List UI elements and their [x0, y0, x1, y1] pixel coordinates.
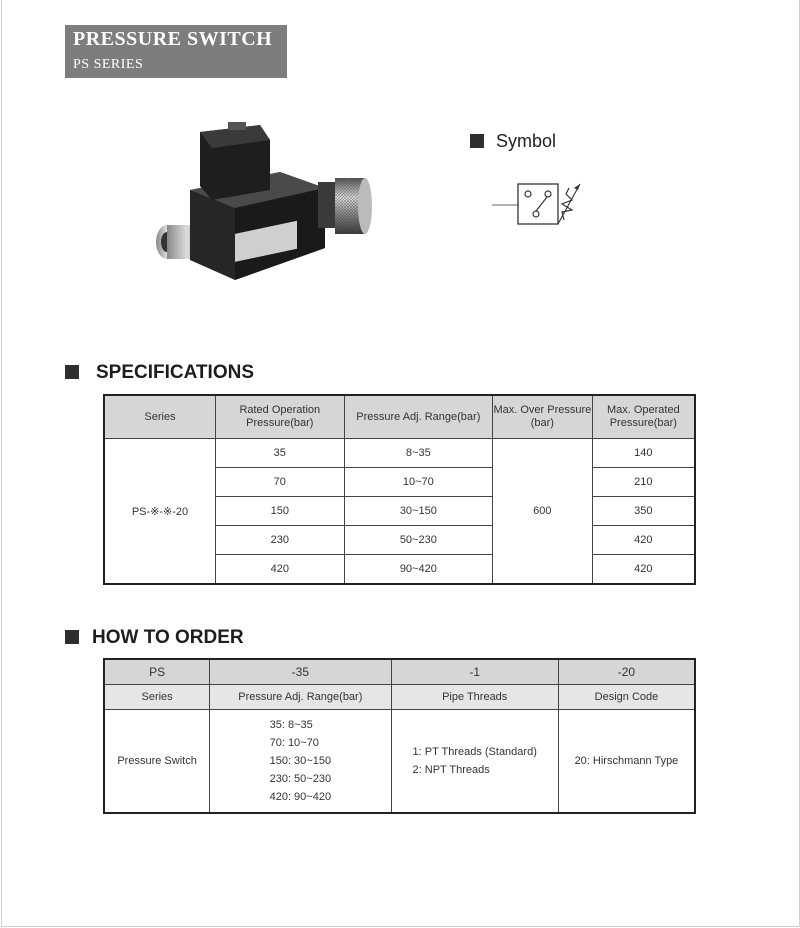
how-to-order-title: HOW TO ORDER	[92, 627, 244, 648]
code-threads: -1	[391, 659, 558, 685]
header-adj-range: Pressure Adj. Range(bar)	[344, 395, 492, 439]
range-option: 230: 50~230	[269, 773, 332, 785]
range-cell: 50~230	[344, 526, 492, 555]
specifications-table	[103, 394, 696, 585]
header-rated-operation: Rated Operation Pressure(bar)	[216, 395, 345, 439]
table-row	[104, 439, 695, 468]
range-option: 150: 30~150	[269, 755, 332, 767]
range-cell: 30~150	[344, 497, 492, 526]
code-range: -35	[210, 659, 391, 685]
order-code-row	[104, 659, 695, 685]
rated-cell: 70	[216, 468, 345, 497]
product-photo	[150, 120, 375, 290]
thread-options	[391, 710, 558, 814]
design-option: 20: Hirschmann Type	[574, 755, 679, 767]
range-options	[210, 710, 391, 814]
order-label-row	[104, 685, 695, 710]
header-series: Series	[104, 395, 216, 439]
specifications-bullet-icon	[65, 365, 79, 379]
range-option: 35: 8~35	[269, 719, 313, 731]
rated-cell: 420	[216, 555, 345, 585]
order-options-row	[104, 710, 695, 814]
range-option: 70: 10~70	[269, 737, 319, 749]
range-cell: 90~420	[344, 555, 492, 585]
series-cell: PS-※-※-20	[104, 439, 216, 585]
code-series: PS	[104, 659, 210, 685]
label-design: Design Code	[558, 685, 695, 710]
code-design: -20	[558, 659, 695, 685]
range-cell: 8~35	[344, 439, 492, 468]
page-subtitle: PS SERIES	[73, 57, 144, 72]
title-banner	[65, 25, 287, 78]
how-to-order-bullet-icon	[65, 630, 79, 644]
max-operated-cell: 350	[592, 497, 695, 526]
how-to-order-table	[103, 658, 696, 814]
max-operated-cell: 140	[592, 439, 695, 468]
header-max-operated: Max. Operated Pressure(bar)	[592, 395, 695, 439]
max-operated-cell: 210	[592, 468, 695, 497]
label-threads: Pipe Threads	[391, 685, 558, 710]
max-operated-cell: 420	[592, 555, 695, 585]
specifications-title: SPECIFICATIONS	[96, 362, 254, 383]
rated-cell: 230	[216, 526, 345, 555]
table-header-row	[104, 395, 695, 439]
range-option: 420: 90~420	[269, 791, 332, 803]
page-title: PRESSURE SWITCH	[73, 28, 273, 50]
range-cell: 10~70	[344, 468, 492, 497]
thread-option: 1: PT Threads (Standard)	[412, 746, 537, 758]
symbol-label: Symbol	[496, 131, 557, 151]
symbol-bullet-icon	[470, 134, 484, 148]
header-max-over: Max. Over Pressure (bar)	[493, 395, 593, 439]
label-series: Series	[104, 685, 210, 710]
label-range: Pressure Adj. Range(bar)	[210, 685, 391, 710]
rated-cell: 150	[216, 497, 345, 526]
max-operated-cell: 420	[592, 526, 695, 555]
design-options	[558, 710, 695, 814]
series-value: Pressure Switch	[104, 710, 210, 814]
rated-cell: 35	[216, 439, 345, 468]
pressure-switch-symbol-icon	[492, 176, 587, 228]
thread-option: 2: NPT Threads	[412, 764, 490, 776]
max-over-cell: 600	[493, 439, 593, 585]
